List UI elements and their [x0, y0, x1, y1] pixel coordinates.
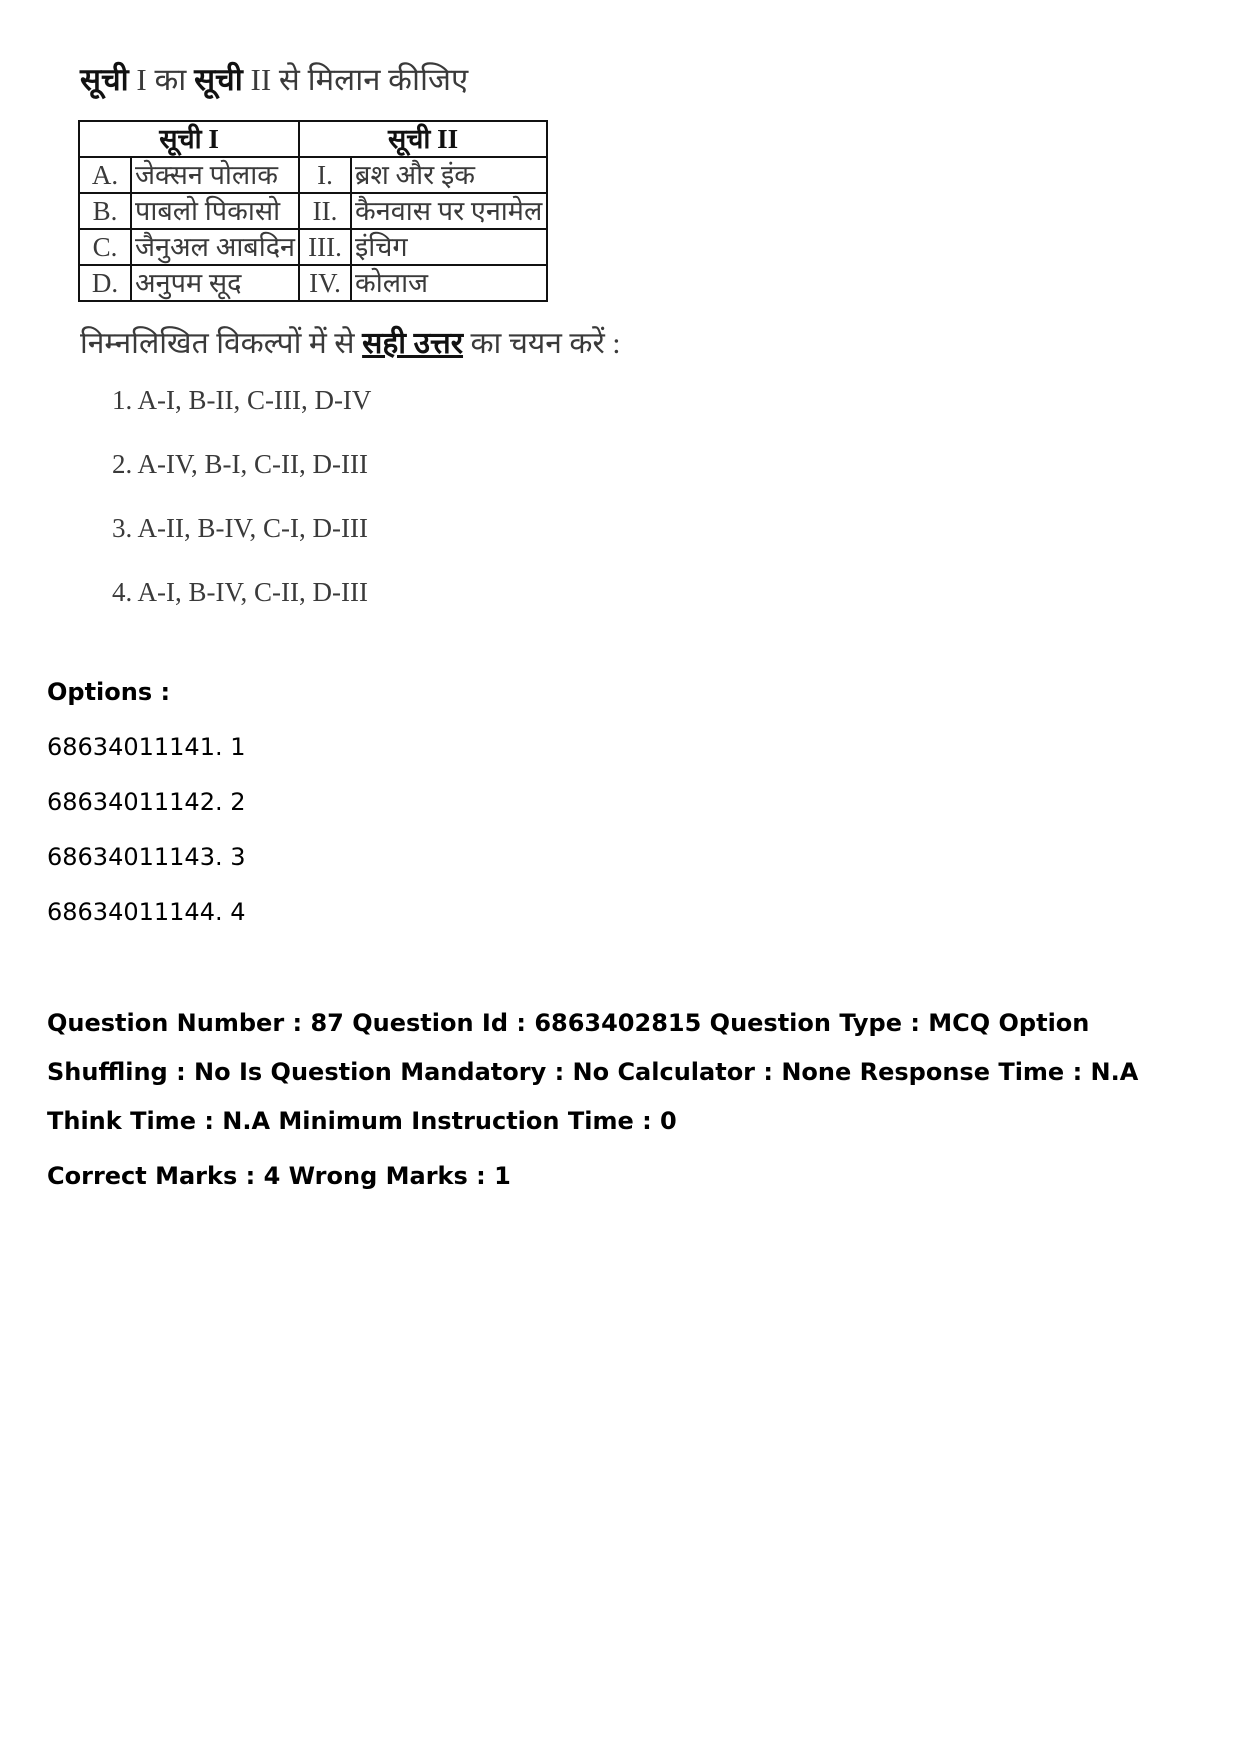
- list-2-header: सूची II: [299, 121, 547, 157]
- intro-part: II से मिलान कीजिए: [242, 62, 469, 97]
- question-intro: [80, 60, 638, 100]
- list-2-key: III.: [299, 229, 351, 265]
- choice-list: [112, 380, 638, 636]
- question-image: [78, 60, 638, 636]
- option-item: 68634011144. 4: [47, 898, 246, 926]
- list-1-key: D.: [79, 265, 131, 301]
- table-row: [79, 193, 547, 229]
- options-label: Options :: [47, 678, 171, 706]
- intro-part: सूची: [80, 62, 129, 97]
- list-2-key: II.: [299, 193, 351, 229]
- table-row: [79, 157, 547, 193]
- choice-item: 2. A-IV, B-I, C-II, D-III: [112, 449, 368, 479]
- option-item: 68634011143. 3: [47, 843, 246, 871]
- option-item: 68634011141. 1: [47, 733, 246, 761]
- list-1-key: C.: [79, 229, 131, 265]
- list-2-value: कैनवास पर एनामेल: [351, 193, 547, 229]
- question-meta: Question Number : 87 Question Id : 6863402815 Question Type : MCQ Option Shuffling : No Is Question Mandatory : No Calculator : None Response Time : N.A Think Time : N.A Minimum Instruction Time : 0: [47, 1009, 1139, 1135]
- intro-part: I का: [128, 62, 195, 97]
- instruction-emphasis: सही उत्तर: [362, 327, 464, 360]
- match-table: [78, 120, 548, 302]
- table-header-row: [79, 121, 547, 157]
- list-1-value: जेक्सन पोलाक: [131, 157, 299, 193]
- choice-item: 1. A-I, B-II, C-III, D-IV: [112, 385, 372, 415]
- list-1-header: सूची I: [79, 121, 299, 157]
- list-1-key: A.: [79, 157, 131, 193]
- list-1-value: जैनुअल आबदिन: [131, 229, 299, 265]
- question-instruction: [80, 324, 638, 364]
- choice-item: 4. A-I, B-IV, C-II, D-III: [112, 577, 368, 607]
- list-2-value: ब्रश और इंक: [351, 157, 547, 193]
- question-details: [47, 672, 1217, 1196]
- intro-part: सूची: [194, 62, 243, 97]
- list-2-value: इंचिग: [351, 229, 547, 265]
- choice-item: 3. A-II, B-IV, C-I, D-III: [112, 513, 368, 543]
- instruction-text: का चयन करें :: [463, 327, 621, 360]
- list-1-key: B.: [79, 193, 131, 229]
- instruction-text: निम्नलिखित विकल्पों में से: [80, 327, 363, 360]
- marks-info: Correct Marks : 4 Wrong Marks : 1: [47, 1162, 511, 1190]
- list-2-key: I.: [299, 157, 351, 193]
- list-1-value: पाबलो पिकासो: [131, 193, 299, 229]
- list-2-key: IV.: [299, 265, 351, 301]
- table-row: [79, 229, 547, 265]
- option-item: 68634011142. 2: [47, 788, 246, 816]
- list-1-value: अनुपम सूद: [131, 265, 299, 301]
- list-2-value: कोलाज: [351, 265, 547, 301]
- table-row: [79, 265, 547, 301]
